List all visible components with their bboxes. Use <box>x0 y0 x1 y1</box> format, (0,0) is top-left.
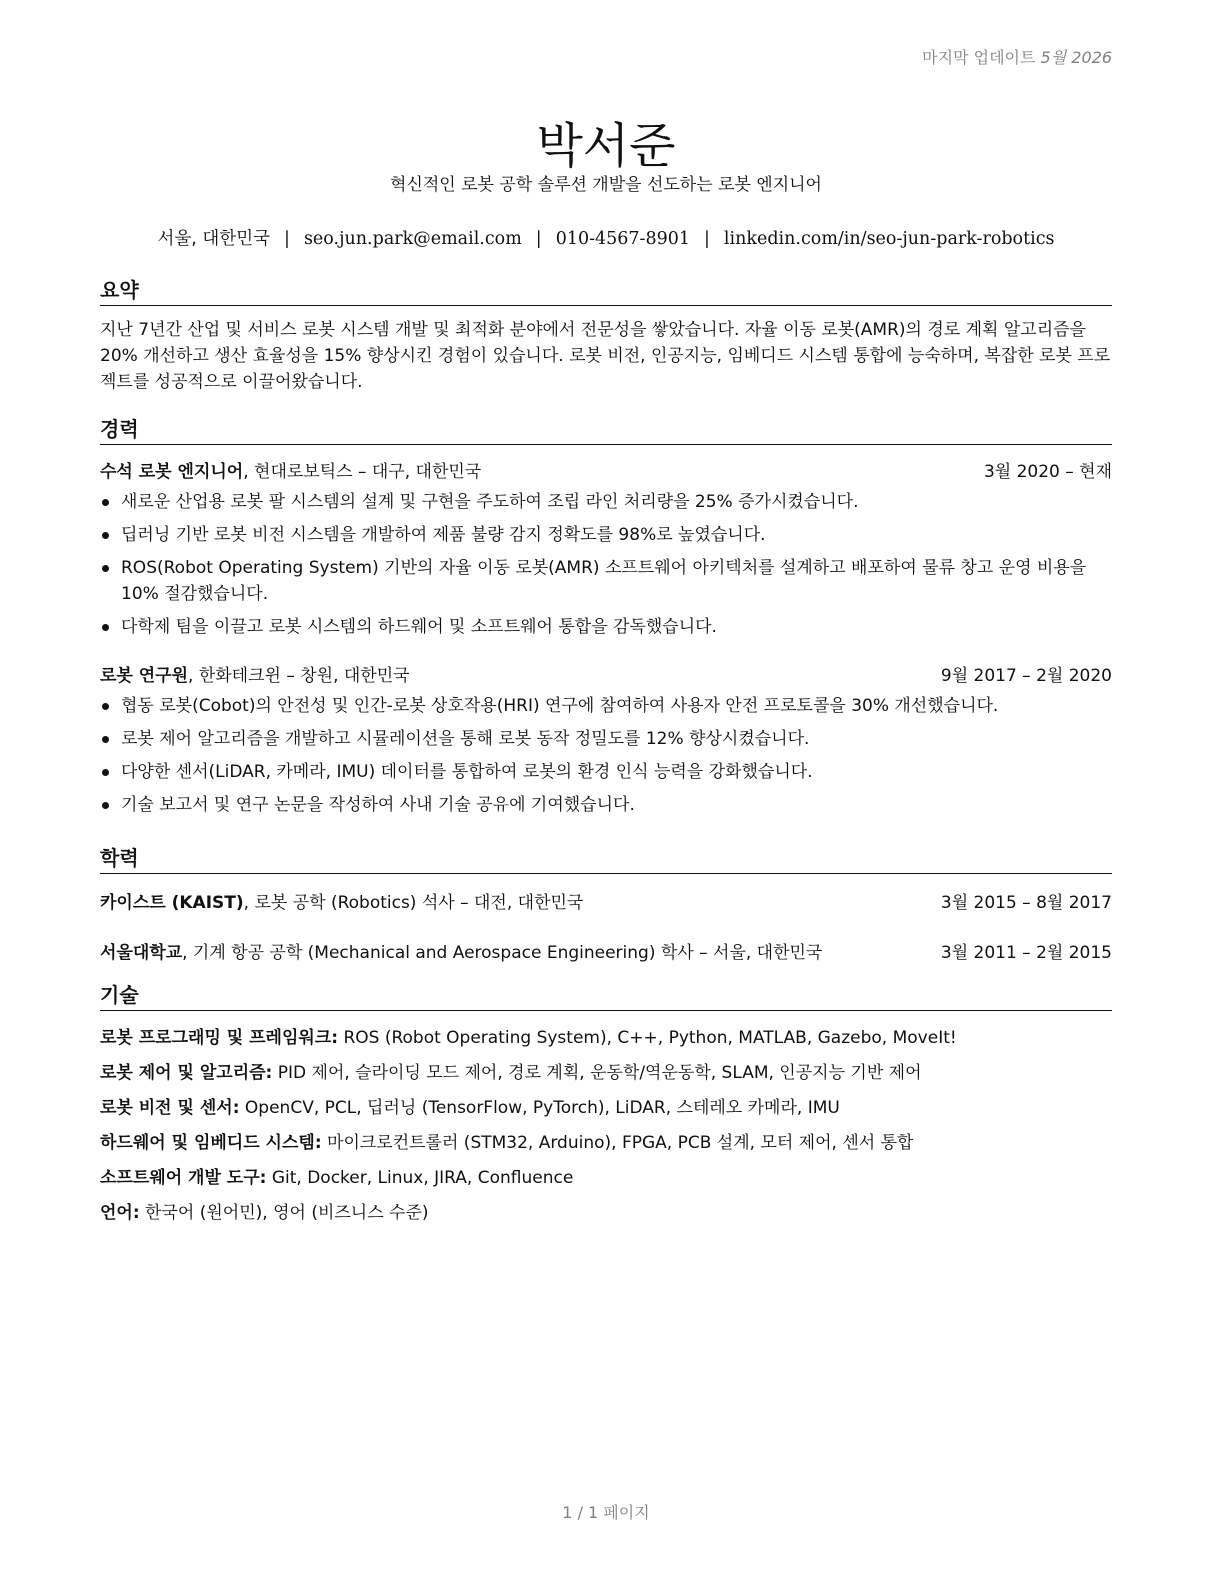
job-role: 수석 로봇 엔지니어 <box>100 462 244 482</box>
job-entry <box>100 459 1112 640</box>
job-bullets <box>100 489 1112 640</box>
bullet-item: 로봇 제어 알고리즘을 개발하고 시뮬레이션을 통해 로봇 동작 정밀도를 12% 향상시켰습니다. <box>100 726 1112 752</box>
bullet-item: 딥러닝 기반 로봇 비전 시스템을 개발하여 제품 불량 감지 정확도를 98%로 높였습니다. <box>100 522 1112 548</box>
education-entry <box>100 940 1112 966</box>
page-number: 1 / 1 페이지 <box>562 1503 650 1522</box>
job-dates: 3월 2020 – 현재 <box>983 462 1112 482</box>
bullet-item: 협동 로봇(Cobot)의 안전성 및 인간-로봇 상호작용(HRI) 연구에 참여하여 사용자 안전 프로토콜을 30% 개선했습니다. <box>100 693 1112 719</box>
skill-row <box>100 1130 1112 1156</box>
education-dates: 3월 2011 – 2월 2015 <box>940 943 1112 963</box>
summary-text: 지난 7년간 산업 및 서비스 로봇 시스템 개발 및 최적화 분야에서 전문성을 쌓았습니다. 자율 이동 로봇(AMR)의 경로 계획 알고리즘을 20% 개선하고 생산 효율성을 15% 향상시킨 경험이 있습니다. 로봇 비전, 인공지능, 임베디드 시스템 통합에 능숙하며, 복잡한 로봇 프로젝트를 성공적으로 이끌어왔습니다. <box>100 320 1111 392</box>
experience-section <box>100 416 1112 818</box>
bullet-item: 기술 보고서 및 연구 논문을 작성하여 사내 기술 공유에 기여했습니다. <box>100 792 1112 818</box>
bullet-item: 다학제 팀을 이끌고 로봇 시스템의 하드웨어 및 소프트웨어 통합을 감독했습니다. <box>100 614 1112 640</box>
contact-email[interactable]: seo.jun.park@email.com <box>303 229 522 249</box>
skills-section <box>100 982 1112 1226</box>
job-header <box>100 459 1112 485</box>
summary-section <box>100 277 1112 395</box>
section-title-experience: 경력 <box>100 416 1112 445</box>
education-section <box>100 845 1112 966</box>
skill-label: 로봇 비전 및 센서: <box>100 1098 240 1118</box>
contact-separator: | <box>284 229 290 249</box>
contact-linkedin[interactable]: linkedin.com/in/seo-jun-park-robotics <box>723 229 1055 249</box>
section-title-skills: 기술 <box>100 982 1112 1011</box>
skill-row <box>100 1060 1112 1086</box>
candidate-name: 박서준 <box>536 118 676 175</box>
job-header <box>100 663 1112 689</box>
skill-label: 로봇 제어 및 알고리즘: <box>100 1063 273 1083</box>
job-org: , 한화테크윈 – 창원, 대한민국 <box>188 666 410 686</box>
skill-label: 하드웨어 및 임베디드 시스템: <box>100 1133 322 1153</box>
section-title-summary: 요약 <box>100 277 1112 306</box>
skill-row <box>100 1165 1112 1191</box>
job-bullets <box>100 693 1112 818</box>
skill-value: Git, Docker, Linux, JIRA, Confluence <box>266 1168 574 1188</box>
job-dates: 9월 2017 – 2월 2020 <box>940 666 1112 686</box>
skill-label: 언어: <box>100 1203 140 1223</box>
education-school: 서울대학교 <box>100 943 183 963</box>
education-dates: 3월 2015 – 8월 2017 <box>940 893 1112 913</box>
education-school: 카이스트 (KAIST) <box>100 893 244 913</box>
resume-page <box>100 0 1112 1584</box>
education-detail: , 로봇 공학 (Robotics) 석사 – 대전, 대한민국 <box>243 893 584 913</box>
section-title-education: 학력 <box>100 845 1112 874</box>
skill-label: 로봇 프로그래밍 및 프레임워크: <box>100 1028 339 1048</box>
skill-row <box>100 1025 1112 1051</box>
contact-phone[interactable]: 010-4567-8901 <box>555 229 691 249</box>
contact-location: 서울, 대한민국 <box>157 229 271 249</box>
job-org: , 현대로보틱스 – 대구, 대한민국 <box>243 462 482 482</box>
contact-separator: | <box>535 229 542 249</box>
bullet-item: ROS(Robot Operating System) 기반의 자율 이동 로봇(AMR) 소프트웨어 아키텍처를 설계하고 배포하여 물류 창고 운영 비용을 10% 절감했습니다. <box>100 555 1112 607</box>
skill-value: 한국어 (원어민), 영어 (비즈니스 수준) <box>139 1203 429 1223</box>
contact-line <box>100 225 1112 250</box>
skill-value: 마이크로컨트롤러 (STM32, Arduino), FPGA, PCB 설계, 모터 제어, 센서 통합 <box>321 1133 914 1153</box>
skill-value: OpenCV, PCL, 딥러닝 (TensorFlow, PyTorch), LiDAR, 스테레오 카메라, IMU <box>239 1098 840 1118</box>
contact-separator: | <box>704 229 710 249</box>
last-updated-year: 2026 <box>1071 48 1112 67</box>
headline: 혁신적인 로봇 공학 솔루션 개발을 선도하는 로봇 엔지니어 <box>390 175 822 195</box>
job-entry <box>100 663 1112 818</box>
bullet-item: 다양한 센서(LiDAR, 카메라, IMU) 데이터를 통합하여 로봇의 환경 인식 능력을 강화했습니다. <box>100 759 1112 785</box>
last-updated-month: 5월 <box>1040 48 1067 67</box>
skill-value: ROS (Robot Operating System), C++, Python, MATLAB, Gazebo, MoveIt! <box>338 1028 957 1048</box>
bullet-item: 새로운 산업용 로봇 팔 시스템의 설계 및 구현을 주도하여 조립 라인 처리량을 25% 증가시켰습니다. <box>100 489 1112 515</box>
skill-value: PID 제어, 슬라이딩 모드 제어, 경로 계획, 운동학/역운동학, SLAM, 인공지능 기반 제어 <box>272 1063 922 1083</box>
job-role: 로봇 연구원 <box>100 666 189 686</box>
skill-label: 소프트웨어 개발 도구: <box>100 1168 267 1188</box>
last-updated-label: 마지막 업데이트 <box>922 48 1036 67</box>
education-detail: , 기계 항공 공학 (Mechanical and Aerospace Engineering) 학사 – 서울, 대한민국 <box>182 943 823 963</box>
education-entry <box>100 890 1112 916</box>
skill-row <box>100 1095 1112 1121</box>
skill-row <box>100 1200 1112 1226</box>
last-updated <box>922 45 1112 68</box>
